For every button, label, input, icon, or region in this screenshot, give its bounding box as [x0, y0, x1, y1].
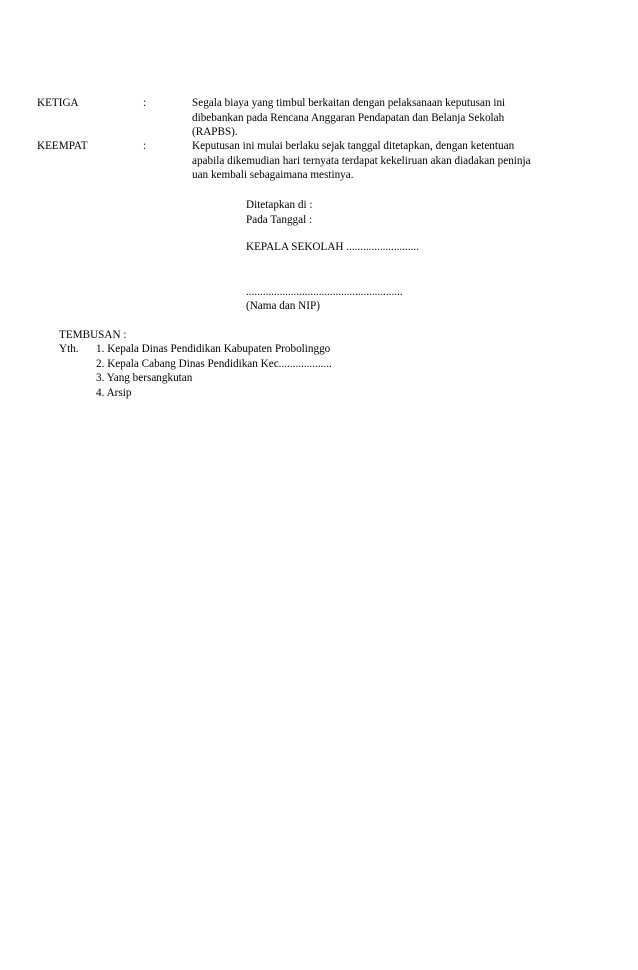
list-item: 2. Kepala Cabang Dinas Pendidikan Kec................... [96, 357, 332, 370]
article-label-keempat: KEEMPAT [37, 140, 88, 152]
nama-nip: (Nama dan NIP) [246, 300, 320, 312]
list-item: 1. Kepala Dinas Pendidikan Kabupaten Probolinggo [96, 343, 331, 355]
article-label-ketiga: KETIGA [37, 97, 79, 109]
tembusan-yth: Yth. [59, 343, 79, 355]
signature-line: ........................................................ [246, 286, 403, 298]
article-line: Segala biaya yang timbul berkaitan dengan pelaksanaan keputusan ini [192, 97, 506, 109]
article-colon-keempat: : [143, 140, 147, 152]
article-text-ketiga [192, 96, 505, 140]
tembusan-heading: TEMBUSAN : [59, 329, 127, 341]
article-line: apabila dikemudian hari ternyata terdapat kekeliruan akan diadakan peninja [192, 154, 531, 167]
article-line: dibebankan pada Rencana Anggaran Pendapatan dan Belanja Sekolah [192, 111, 505, 124]
article-colon-ketiga: : [143, 97, 147, 109]
article-line: Keputusan ini mulai berlaku sejak tanggal ditetapkan, dengan ketentuan [192, 140, 515, 152]
list-item: 4. Arsip [96, 386, 132, 399]
tembusan-list [96, 342, 332, 400]
article-text-keempat [192, 139, 531, 183]
list-item: 3. Yang bersangkutan [96, 372, 193, 385]
article-line: uan kembali sebagaimana mestinya. [192, 169, 354, 182]
kepala-sekolah-title: KEPALA SEKOLAH .......................... [246, 241, 420, 253]
ditetapkan-di: Ditetapkan di : [246, 199, 313, 211]
pada-tanggal: Pada Tanggal : [246, 214, 313, 226]
article-line: (RAPBS). [192, 126, 238, 139]
